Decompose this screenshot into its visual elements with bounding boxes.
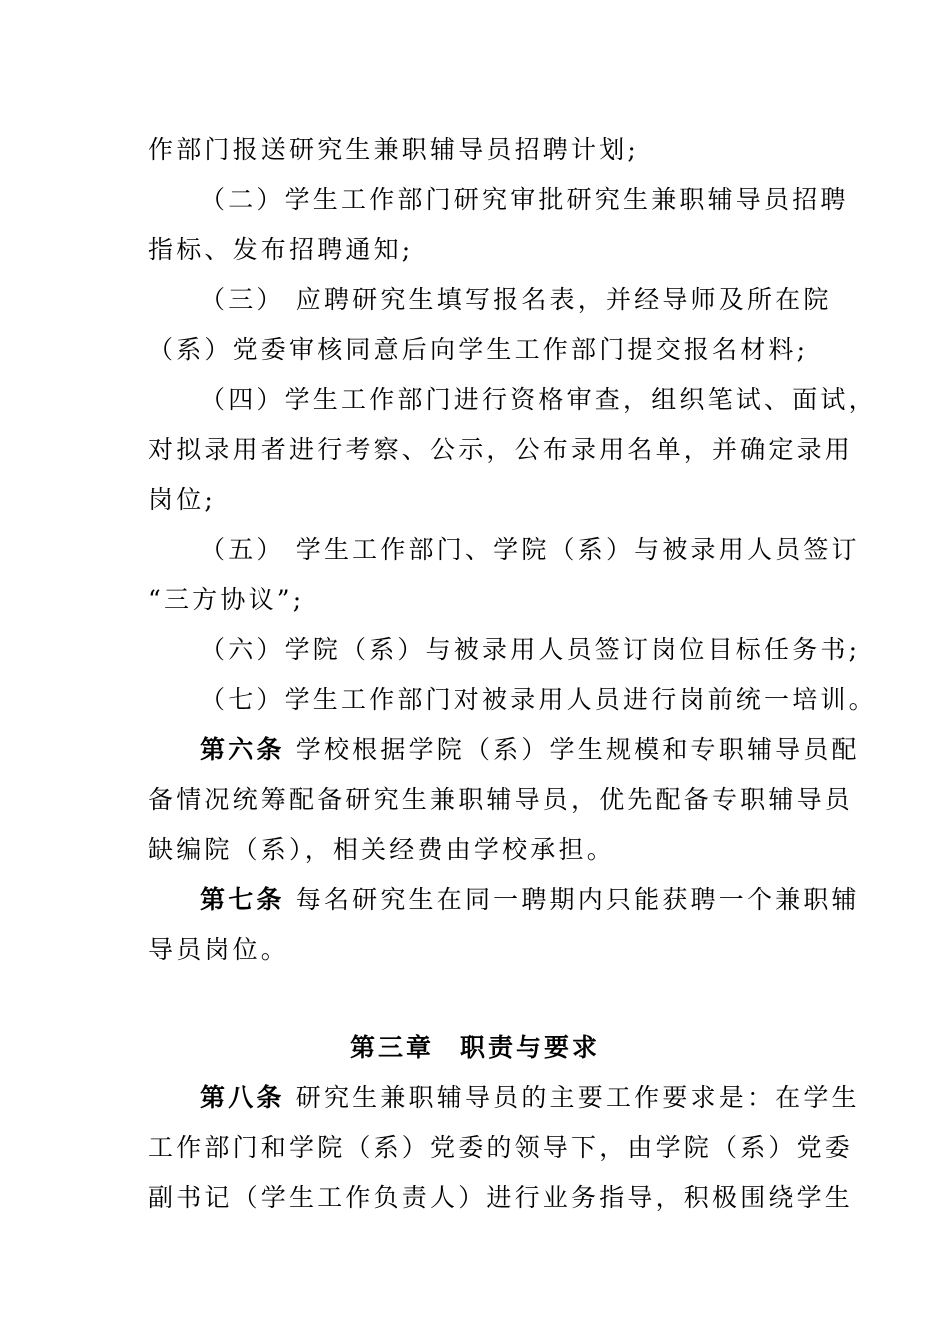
paragraph-line: “三方协议”; (148, 585, 305, 614)
paragraph-line: 工作部门和学院（系）党委的领导下，由学院（系）党委 (148, 1133, 854, 1162)
paragraph-line: （七）学生工作部门对被录用人员进行岗前统一培训。 (200, 685, 877, 714)
paragraph-line: （三） 应聘研究生填写报名表，并经导师及所在院 (200, 285, 832, 314)
article-6-text: 学校根据学院（系）学生规模和专职辅导员配 (284, 735, 860, 764)
paragraph-line: （五） 学生工作部门、学院（系）与被录用人员签订 (200, 535, 860, 564)
paragraph-line: 作部门报送研究生兼职辅导员招聘计划; (148, 135, 640, 164)
article-7-text: 每名研究生在同一聘期内只能获聘一个兼职辅 (284, 885, 860, 914)
article-8-line (200, 1081, 860, 1115)
paragraph-line: （四）学生工作部门进行资格审查，组织笔试、面试， (200, 385, 877, 414)
article-7-label: 第七条 (200, 885, 285, 914)
paragraph-line: 对拟录用者进行考察、公示，公布录用名单，并确定录用 (148, 435, 854, 464)
chapter-title: 职责与要求 (460, 1033, 601, 1062)
article-7-line (200, 883, 860, 917)
paragraph-line: 副书记（学生工作负责人）进行业务指导，积极围绕学生 (148, 1183, 854, 1212)
paragraph-line: 备情况统筹配备研究生兼职辅导员，优先配备专职辅导员 (148, 785, 854, 814)
article-6-label: 第六条 (200, 735, 285, 764)
paragraph-line: 缺编院（系），相关经费由学校承担。 (148, 835, 615, 864)
paragraph-line: （六）学院（系）与被录用人员签订岗位目标任务书; (200, 635, 861, 664)
paragraph-line: 指标、发布招聘通知; (148, 235, 414, 264)
paragraph-line: 导员岗位。 (148, 935, 290, 964)
chapter-heading (0, 1031, 950, 1065)
article-6-line (200, 733, 860, 767)
paragraph-line: 岗位; (148, 485, 217, 514)
paragraph-line: （系）党委审核同意后向学生工作部门提交报名材料; (148, 335, 809, 364)
paragraph-line: （二）学生工作部门研究审批研究生兼职辅导员招聘 (200, 185, 849, 214)
article-8-label: 第八条 (200, 1083, 285, 1112)
article-8-text: 研究生兼职辅导员的主要工作要求是：在学生 (284, 1083, 860, 1112)
chapter-number: 第三章 (349, 1033, 434, 1062)
